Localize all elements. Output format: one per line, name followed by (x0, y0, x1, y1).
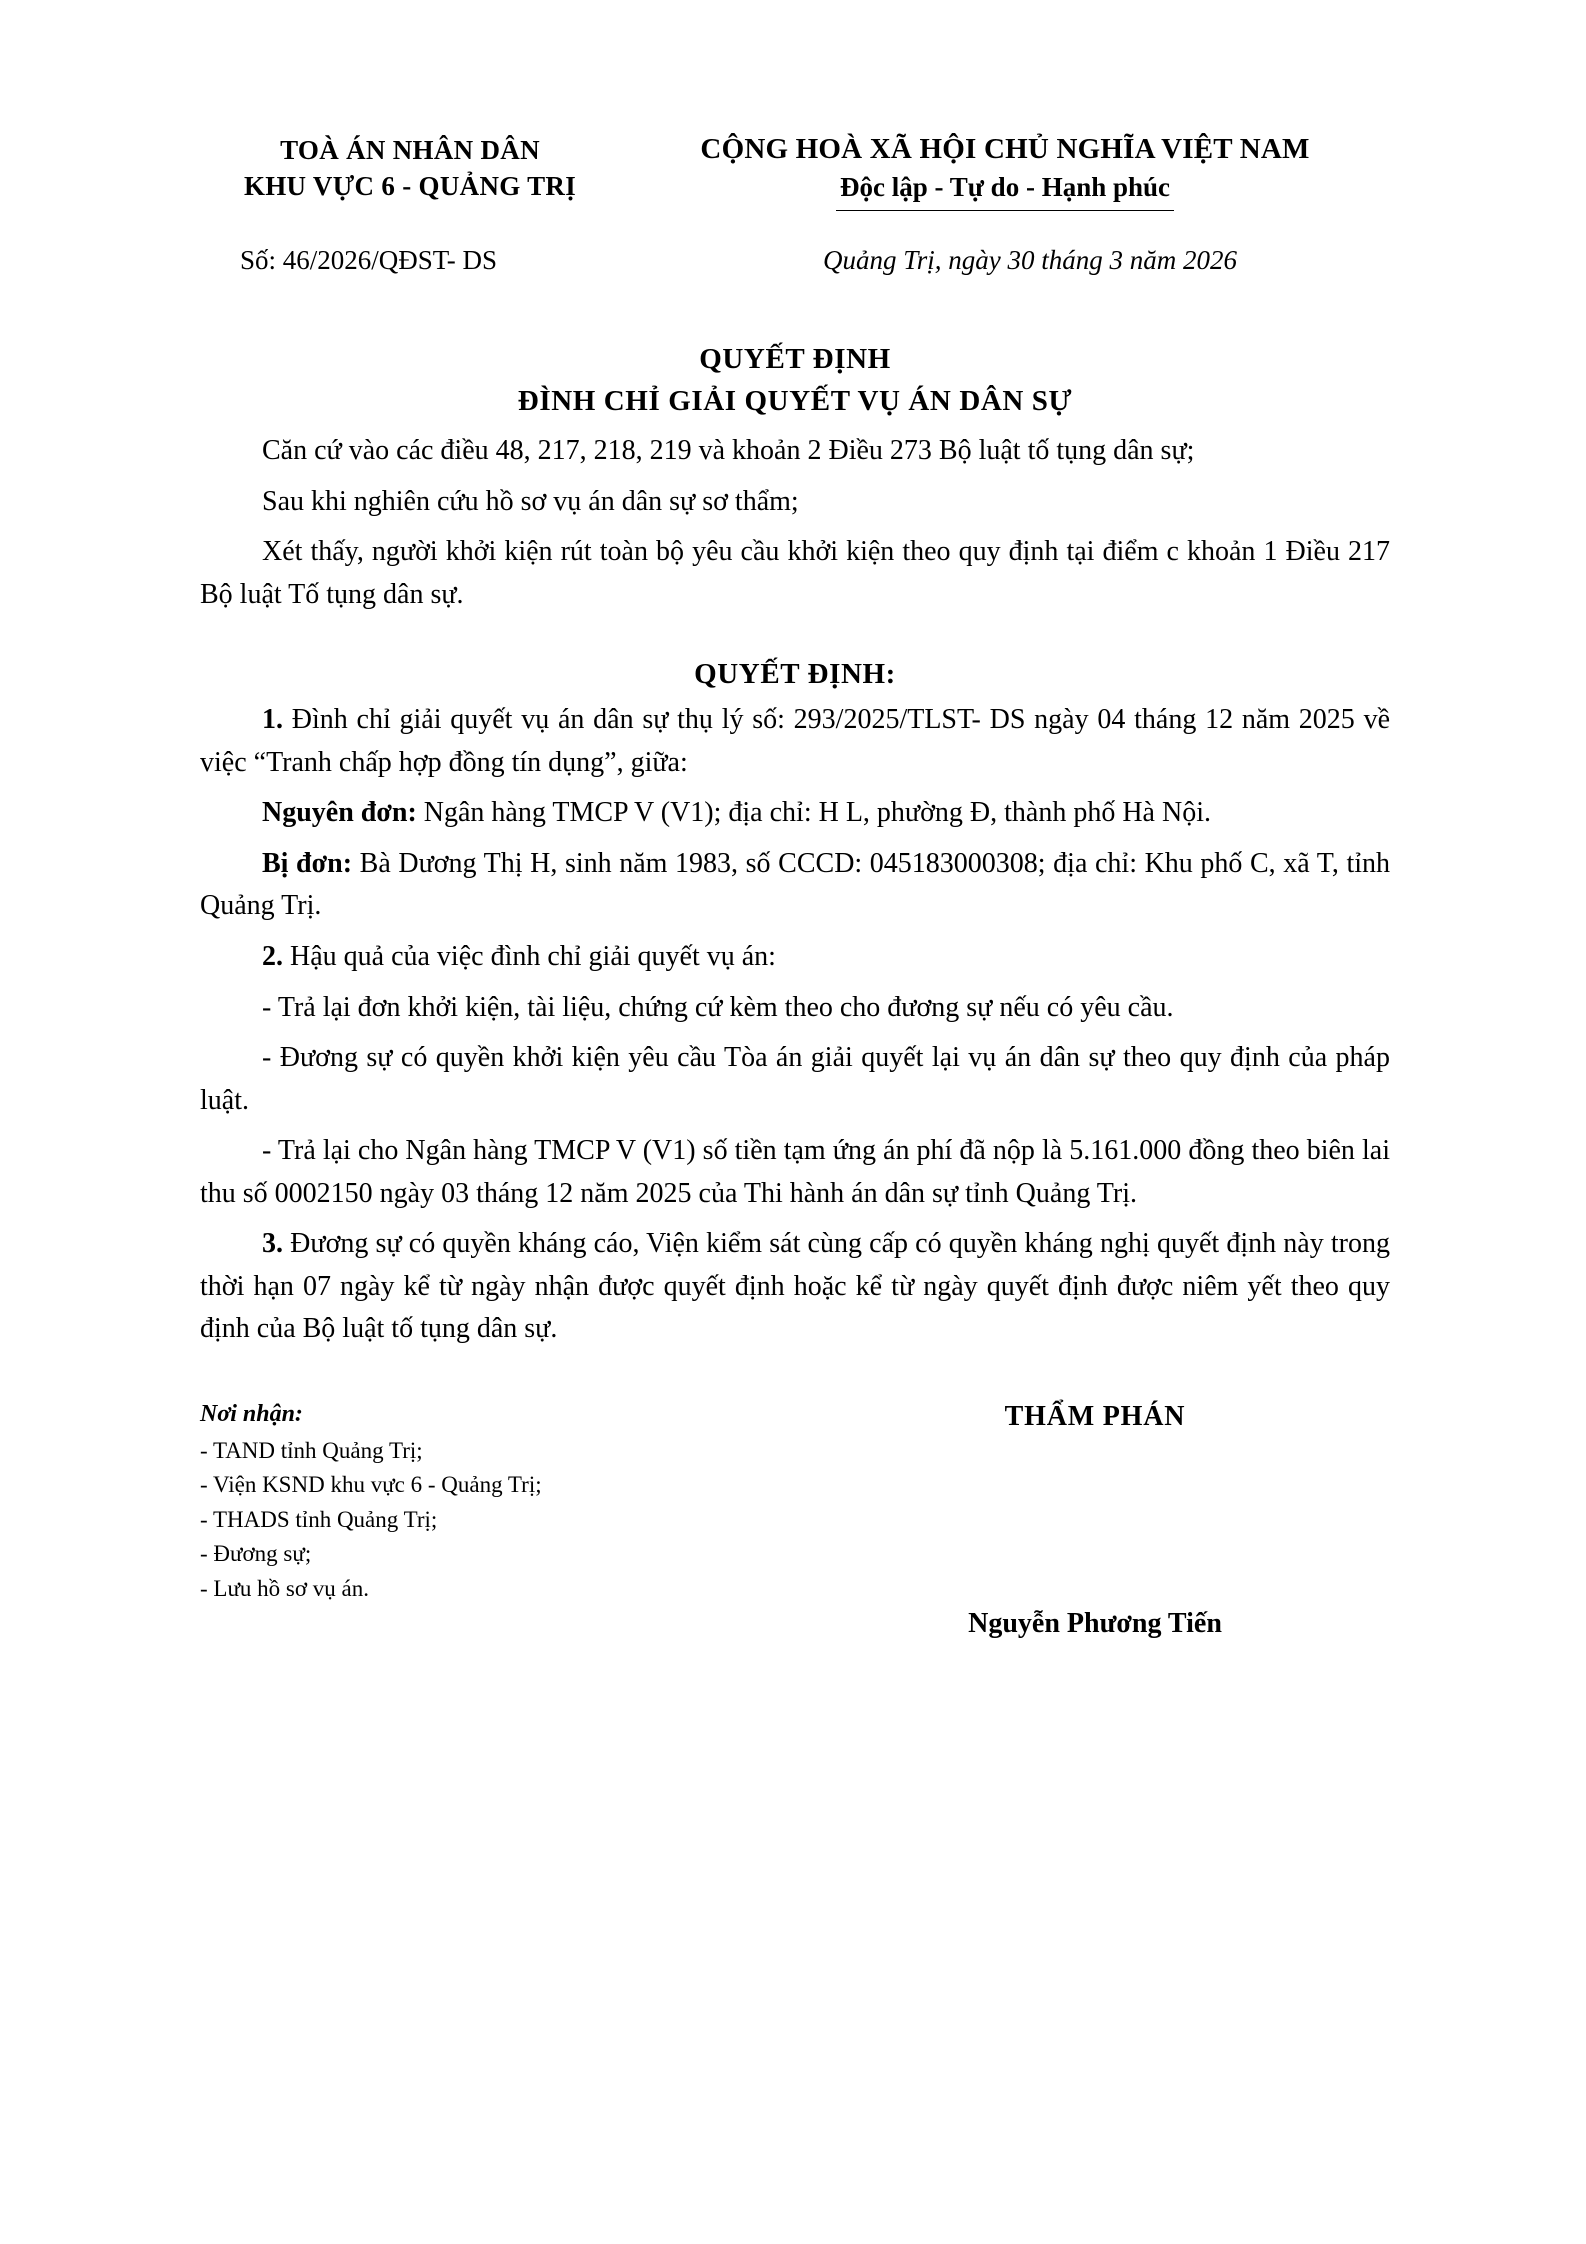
defendant-paragraph (200, 843, 1390, 928)
authority-line-1: TOÀ ÁN NHÂN DÂN (280, 135, 540, 165)
decision-item-2-number: 2. (262, 940, 283, 972)
decision-item-1-number: 1. (262, 704, 283, 736)
decision-heading: QUYẾT ĐỊNH: (694, 658, 896, 691)
national-title: CỘNG HOÀ XÃ HỘI CHỦ NGHĨA VIỆT NAM (700, 133, 1310, 165)
decision-item-2-bullet-2: - Đương sự có quyền khởi kiện yêu cầu Tòa án giải quyết lại vụ án dân sự theo quy định của pháp luật. (200, 1042, 1390, 1116)
decision-item-2-bullet-1: - Trả lại đơn khởi kiện, tài liệu, chứng cứ kèm theo cho đương sự nếu có yêu cầu. (262, 991, 1174, 1023)
document-title-block (200, 338, 1390, 422)
list-item: - Viện KSND khu vực 6 - Quảng Trị; (200, 1472, 542, 1498)
signature-block (760, 1401, 1390, 1640)
decision-item-3-number: 3. (262, 1228, 283, 1260)
defendant-label: Bị đơn: (262, 847, 353, 879)
document-number: Số: 46/2026/QĐST- DS (240, 244, 498, 275)
document-subheader (200, 245, 1390, 276)
decision-item-3 (200, 1223, 1390, 1351)
decision-item-1 (200, 699, 1390, 784)
preamble-paragraph-2: Sau khi nghiên cứu hồ sơ vụ án dân sự sơ thẩm; (262, 485, 799, 517)
issuing-authority (200, 130, 620, 205)
list-item: - TAND tỉnh Quảng Trị; (200, 1437, 423, 1463)
document-header (200, 130, 1390, 211)
list-item: - THADS tỉnh Quảng Trị; (200, 1506, 438, 1532)
page-title: QUYẾT ĐỊNH (699, 342, 891, 375)
decision-item-2-text: Hậu quả của việc đình chỉ giải quyết vụ án: (283, 940, 776, 972)
national-motto: Độc lập - Tự do - Hạnh phúc (836, 169, 1174, 211)
signer-name: Nguyễn Phương Tiến (968, 1607, 1222, 1639)
plaintiff-label: Nguyên đơn: (262, 797, 417, 829)
preamble-paragraph-3: Xét thấy, người khởi kiện rút toàn bộ yêu cầu khởi kiện theo quy định tại điểm c khoản 1 Điều 217 Bộ luật Tố tụng dân sự. (200, 536, 1390, 610)
page-subtitle: ĐÌNH CHỈ GIẢI QUYẾT VỤ ÁN DÂN SỰ (517, 384, 1073, 417)
decision-item-2 (200, 936, 1390, 979)
decision-item-1-text: Đình chỉ giải quyết vụ án dân sự thụ lý số: 293/2025/TLST- DS ngày 04 tháng 12 năm 2025 về việc “Tranh chấp hợp đồng tín dụng”, giữa: (200, 704, 1390, 778)
document-footer (200, 1401, 1390, 1640)
place-and-date: Quảng Trị, ngày 30 tháng 3 năm 2026 (822, 244, 1238, 275)
decision-item-2-bullet-3: - Trả lại cho Ngân hàng TMCP V (V1) số tiền tạm ứng án phí đã nộp là 5.161.000 đồng theo biên lai thu số 0002150 ngày 03 tháng 12 năm 2025 của Thi hành án dân sự tỉnh Quảng Trị. (200, 1135, 1390, 1209)
signer-title: THẨM PHÁN (1004, 1400, 1186, 1432)
document-content (200, 130, 1390, 1640)
list-item: - Đương sự; (200, 1541, 312, 1567)
preamble-paragraph-1: Căn cứ vào các điều 48, 217, 218, 219 và khoản 2 Điều 273 Bộ luật tố tụng dân sự; (262, 435, 1195, 467)
defendant-text: Bà Dương Thị H, sinh năm 1983, số CCCD: 045183000308; địa chỉ: Khu phố C, xã T, tỉnh Quảng Trị. (200, 847, 1390, 922)
recipients-block (200, 1401, 760, 1640)
authority-line-2: KHU VỰC 6 - QUẢNG TRỊ (243, 171, 577, 202)
list-item: - Lưu hồ sơ vụ án. (200, 1575, 369, 1601)
decision-item-3-text: Đương sự có quyền kháng cáo, Viện kiểm sát cùng cấp có quyền kháng nghị quyết định này trong thời hạn 07 ngày kể từ ngày nhận được quyết định hoặc kể từ ngày quyết định được niêm yết theo quy định của Bộ luật tố tụng dân sự. (200, 1228, 1390, 1345)
plaintiff-text: Ngân hàng TMCP V (V1); địa chỉ: H L, phường Đ, thành phố Hà Nội. (416, 797, 1211, 829)
national-heading (620, 130, 1390, 211)
recipients-title: Nơi nhận: (200, 1400, 303, 1427)
plaintiff-paragraph (200, 792, 1390, 835)
